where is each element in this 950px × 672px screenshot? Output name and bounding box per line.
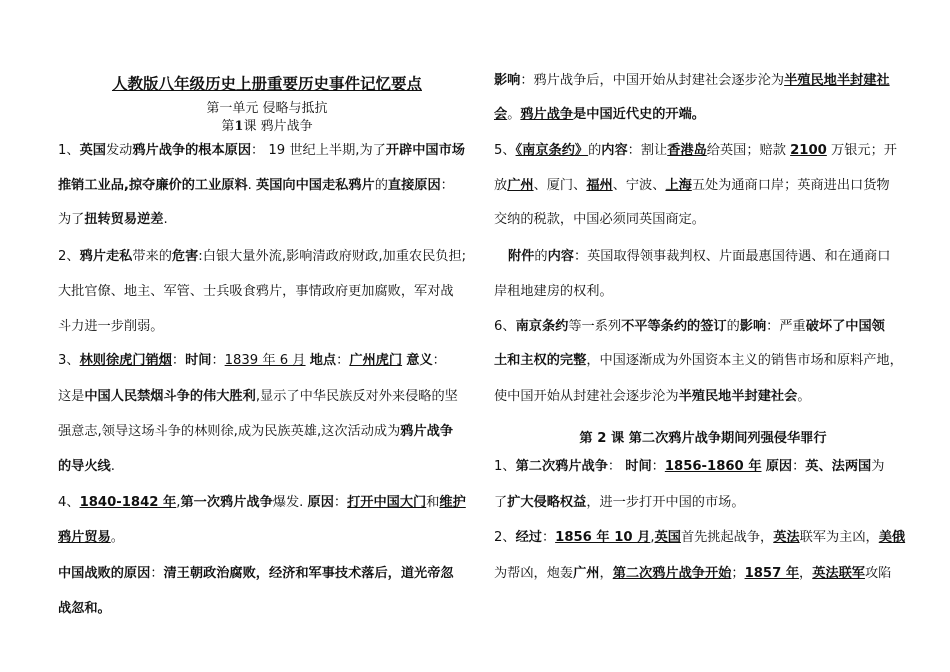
left-p3-line3: 强意志,领导这场斗争的林则徐,成为民族英雄,这次活动成为鸦片战争 <box>58 424 454 439</box>
right-p4-line3: 使中国开始从封建社会逐步沦为半殖民地半封建社会。 <box>494 389 811 404</box>
lesson-1-heading: 第1课 鸦片战争 <box>221 119 313 134</box>
left-p2-line1: 2、鸦片走私带来的危害:白银大量外流,影响清政府财政,加重农民负担; <box>58 249 467 264</box>
left-p3-line2: 这是中国人民禁烟斗争的伟大胜利,显示了中华民族反对外来侵略的坚 <box>58 389 458 404</box>
left-p2-line2: 大批官僚、地主、军管、士兵吸食鸦片，事情政府更加腐败，军对战 <box>58 284 454 299</box>
document-title: 人教版八年级历史上册重要历史事件记忆要点 <box>111 75 422 93</box>
right-p2-line2: 放广州、厦门、福州、宁波、上海五处为通商口岸；英商进出口货物 <box>494 178 890 193</box>
left-p1-line2: 推销工业品,掠夺廉价的工业原料. 英国向中国走私鸦片的直接原因： <box>58 178 454 193</box>
right-p4-line2: 土和主权的完整，中国逐渐成为外国资本主义的销售市场和原料产地， <box>494 353 903 368</box>
left-p1-line1: 1、英国发动鸦片战争的根本原因： 19 世纪上半期,为了开辟中国市场 <box>58 143 465 158</box>
right-p3-line1: 附件的内容：英国取得领事裁判权、片面最惠国待遇、和在通商口 <box>508 249 891 264</box>
right-p1-line1: 影响：鸦片战争后，中国开始从封建社会逐步沦为半殖民地半封建社 <box>494 73 890 88</box>
right-p4-line1: 6、南京条约等一系列不平等条约的签订的影响：严重破坏了中国领 <box>494 319 885 334</box>
left-p4-line2: 鸦片贸易。 <box>58 530 124 545</box>
left-p2-line3: 斗力进一步削弱。 <box>58 319 164 334</box>
right-p6-line1: 2、经过：1856 年 10 月,英国首先挑起战争，英法联军为主凶，美俄 <box>494 530 906 545</box>
right-p5-line2: 了扩大侵略权益，进一步打开中国的市场。 <box>494 495 745 510</box>
right-p3-line2: 岸租地建房的权利。 <box>494 284 613 299</box>
right-p2-line3: 交纳的税款，中国必须同英国商定。 <box>494 212 705 227</box>
left-p5-line1: 中国战败的原因：清王朝政治腐败，经济和军事技术落后，道光帝忽 <box>58 566 454 581</box>
left-p3-line4: 的导火线. <box>58 459 115 474</box>
right-p2-line1: 5、《南京条约》的内容：割让香港岛给英国；赔款 2100 万银元；开 <box>494 143 897 158</box>
left-p5-line2: 战忽和。 <box>58 601 111 616</box>
right-p1-line2: 会。鸦片战争是中国近代史的开端。 <box>494 107 705 122</box>
left-p1-line3: 为了扭转贸易逆差. <box>58 212 168 227</box>
right-p5-line1: 1、第二次鸦片战争： 时间：1856-1860 年 原因：英、法两国为 <box>494 459 885 474</box>
lesson-2-heading: 第 2 课 第二次鸦片战争期间列强侵华罪行 <box>579 431 827 446</box>
left-p3-line1: 3、林则徐虎门销烟：时间：1839 年 6 月 地点：广州虎门 意义： <box>58 353 446 368</box>
left-p4-line1: 4、1840-1842 年,第一次鸦片战争爆发. 原因：打开中国大门和维护 <box>58 495 466 510</box>
right-p6-line2: 为帮凶，炮轰广州，第二次鸦片战争开始；1857 年，英法联军攻陷 <box>494 566 892 581</box>
unit-heading: 第一单元 侵略与抵抗 <box>206 101 328 116</box>
